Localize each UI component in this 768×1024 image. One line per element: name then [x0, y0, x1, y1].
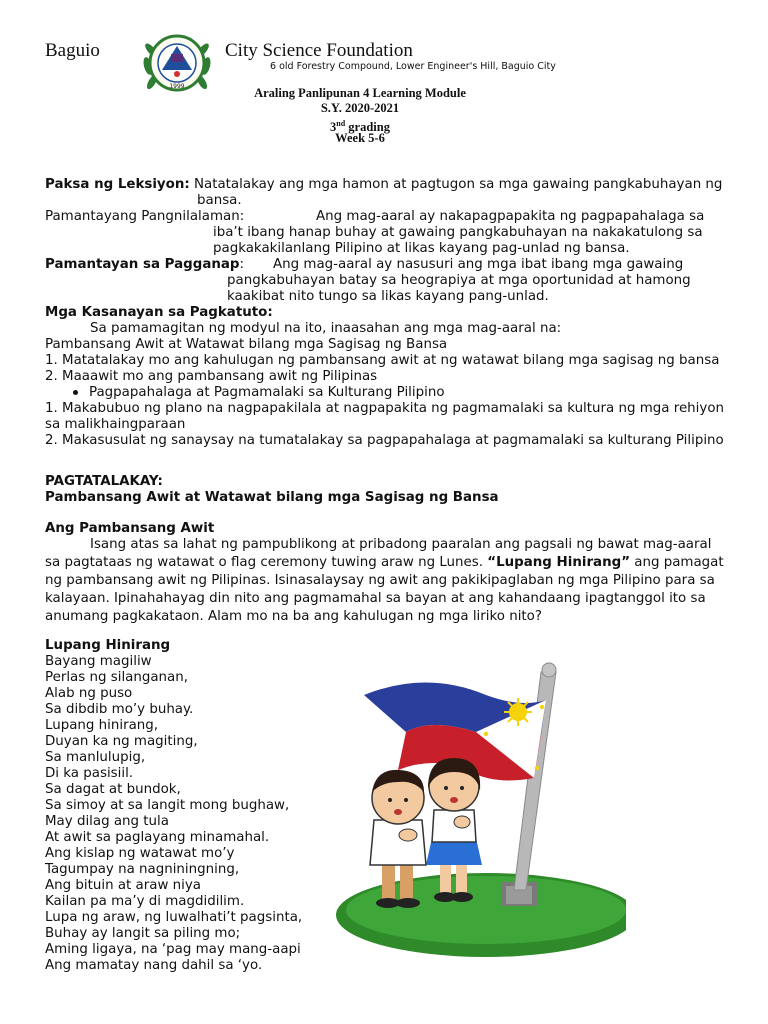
- pamantayang-text: pagkakakilanlang Pilipino at likas kayang pag-unlad ng bansa.: [213, 241, 630, 256]
- poem-line: Perlas ng silanganan,: [45, 670, 188, 685]
- topic-2-item: 1. Makabubuo ng plano na nagpapakilala at nagpapakita ng pagmamalaki sa kultura ng mga rehiyon: [45, 401, 724, 416]
- pagtatalakay-subheading: Pambansang Awit at Watawat bilang mga Sagisag ng Bansa: [45, 490, 499, 505]
- poem-line: Tagumpay na nagniningning,: [45, 862, 240, 877]
- pamantayang-label: Pamantayang Pangnilalaman:: [45, 209, 245, 224]
- topic-2-item-cont: sa malikhaingparaan: [45, 417, 186, 432]
- module-title: Araling Panlipunan 4 Learning Module: [254, 86, 466, 100]
- topic-2-item: 2. Makasusulat ng sanaysay na tumatalakay sa pagpapahalaga at pagmamalaki sa kulturang Pilipino: [45, 433, 724, 448]
- pagganap-label: Pamantayan sa Pagganap: [45, 257, 240, 272]
- awit-paragraph-line: ng pambansang awit ng Pilipinas. Isinasalaysay ng awit ang pakikipaglaban ng mga Pilipino para sa: [45, 573, 715, 588]
- pagganap-text: Ang mag-aaral ay nasusuri ang mga ibat ibang mga gawaing: [273, 257, 684, 272]
- poem-line: Sa manlulupig,: [45, 750, 146, 765]
- topic-1-item: 1. Matatalakay mo ang kahulugan ng pambansang awit at ng watawat bilang mga sagisag ng bansa: [45, 353, 720, 368]
- pagganap-label-line: Pamantayan sa Pagganap:: [45, 257, 245, 272]
- pagtatalakay-heading: PAGTATALAKAY:: [45, 474, 163, 489]
- poem-line: Ang kislap ng watawat mo’y: [45, 846, 235, 861]
- poem-line: Sa dagat at bundok,: [45, 782, 181, 797]
- paksa-line: [45, 177, 722, 193]
- poem-title: Lupang Hinirang: [45, 638, 171, 653]
- poem-line: Aming ligaya, na ‘pag may mang-aapi: [45, 942, 301, 957]
- brand-right: City Science Foundation: [225, 40, 413, 61]
- awit-paragraph-line: sa pagtataas ng watawat o flag ceremony tuwing araw ng Lunes. “Lupang Hinirang” ang pamagat: [45, 555, 724, 570]
- poem-line: May dilag ang tula: [45, 814, 169, 829]
- pagganap-text: pangkabuhayan batay sa heograpiya at mga oportunidad at hamong: [227, 273, 691, 288]
- flag-ceremony-illustration: [336, 660, 626, 960]
- poem-line: Kailan pa ma’y di magdidilim.: [45, 894, 245, 909]
- kasanayan-heading: Mga Kasanayan sa Pagkatuto:: [45, 305, 273, 320]
- school-year: S.Y. 2020-2021: [320, 101, 400, 115]
- poem-line: Duyan ka ng magiting,: [45, 734, 198, 749]
- pamantayang-text: iba’t ibang hanap buhay at gawaing pangkabuhayan na nakakatulong sa: [213, 225, 703, 240]
- awit-heading: Ang Pambansang Awit: [45, 521, 215, 536]
- poem-line: Buhay ay langit sa piling mo;: [45, 926, 241, 941]
- lupang-hinirang-title-inline: “Lupang Hinirang”: [487, 555, 631, 570]
- poem-line: Lupa ng araw, ng luwalhati’t pagsinta,: [45, 910, 303, 925]
- pagganap-text: kaakibat nito tungo sa likas kayang pang-unlad.: [227, 289, 549, 304]
- kasanayan-intro: Sa pamamagitan ng modyul na ito, inaasahan ang mga mag-aaral na:: [90, 321, 562, 336]
- topic-2-bullet: [73, 385, 445, 401]
- grading: 3nd grading: [330, 119, 390, 135]
- poem-line: Bayang magiliw: [45, 654, 152, 669]
- poem-line: Ang mamatay nang dahil sa ‘yo.: [45, 958, 263, 973]
- poem-line: Lupang hinirang,: [45, 718, 159, 733]
- poem-line: Ang bituin at araw niya: [45, 878, 201, 893]
- brand-left: Baguio: [45, 40, 100, 61]
- poem-lyrics: [45, 654, 302, 974]
- paksa-text: Natatalakay ang mga hamon at pagtugon sa mga gawaing pangkabuhayan ng: [189, 177, 723, 192]
- week: Week 5-6: [335, 131, 385, 145]
- topic-2: Pagpapahalaga at Pagmamalaki sa Kulturang Pilipino: [89, 385, 445, 400]
- pamantayang-text: Ang mag-aaral ay nakapagpapakita ng pagpapahalaga sa: [316, 209, 705, 224]
- poem-line: Di ka pasisiil.: [45, 766, 134, 781]
- poem-line: Sa simoy at sa langit mong bughaw,: [45, 798, 290, 813]
- poem-line: At awit sa paglayang minamahal.: [45, 830, 270, 845]
- poem-line: Sa dibdib mo’y buhay.: [45, 702, 194, 717]
- poem-line: Alab ng puso: [45, 686, 133, 701]
- topic-1: Pambansang Awit at Watawat bilang mga Sagisag ng Bansa: [45, 337, 448, 352]
- awit-paragraph-line: kalayaan. Ipinahahayag din nito ang pagmamahal sa bayan at ang kahandaang ipagtanggol ito sa: [45, 591, 706, 606]
- paksa-text-cont: bansa.: [197, 193, 242, 208]
- school-address: 6 old Forestry Compound, Lower Engineer's Hill, Baguio City: [270, 61, 556, 72]
- awit-paragraph-line: anumang pagkakataon. Alam mo na ba ang kahulugan ng mga liriko nito?: [45, 609, 542, 624]
- topic-1-item: 2. Maaawit mo ang pambansang awit ng Pilipinas: [45, 369, 378, 384]
- awit-paragraph-line: Isang atas sa lahat ng pampublikong at pribadong paaralan ang pagsali ng bawat mag-aaral: [90, 537, 712, 552]
- paksa-label: Paksa ng Leksiyon:: [45, 177, 190, 192]
- seal-year: 1999: [169, 83, 185, 90]
- bullet-icon: [73, 390, 78, 395]
